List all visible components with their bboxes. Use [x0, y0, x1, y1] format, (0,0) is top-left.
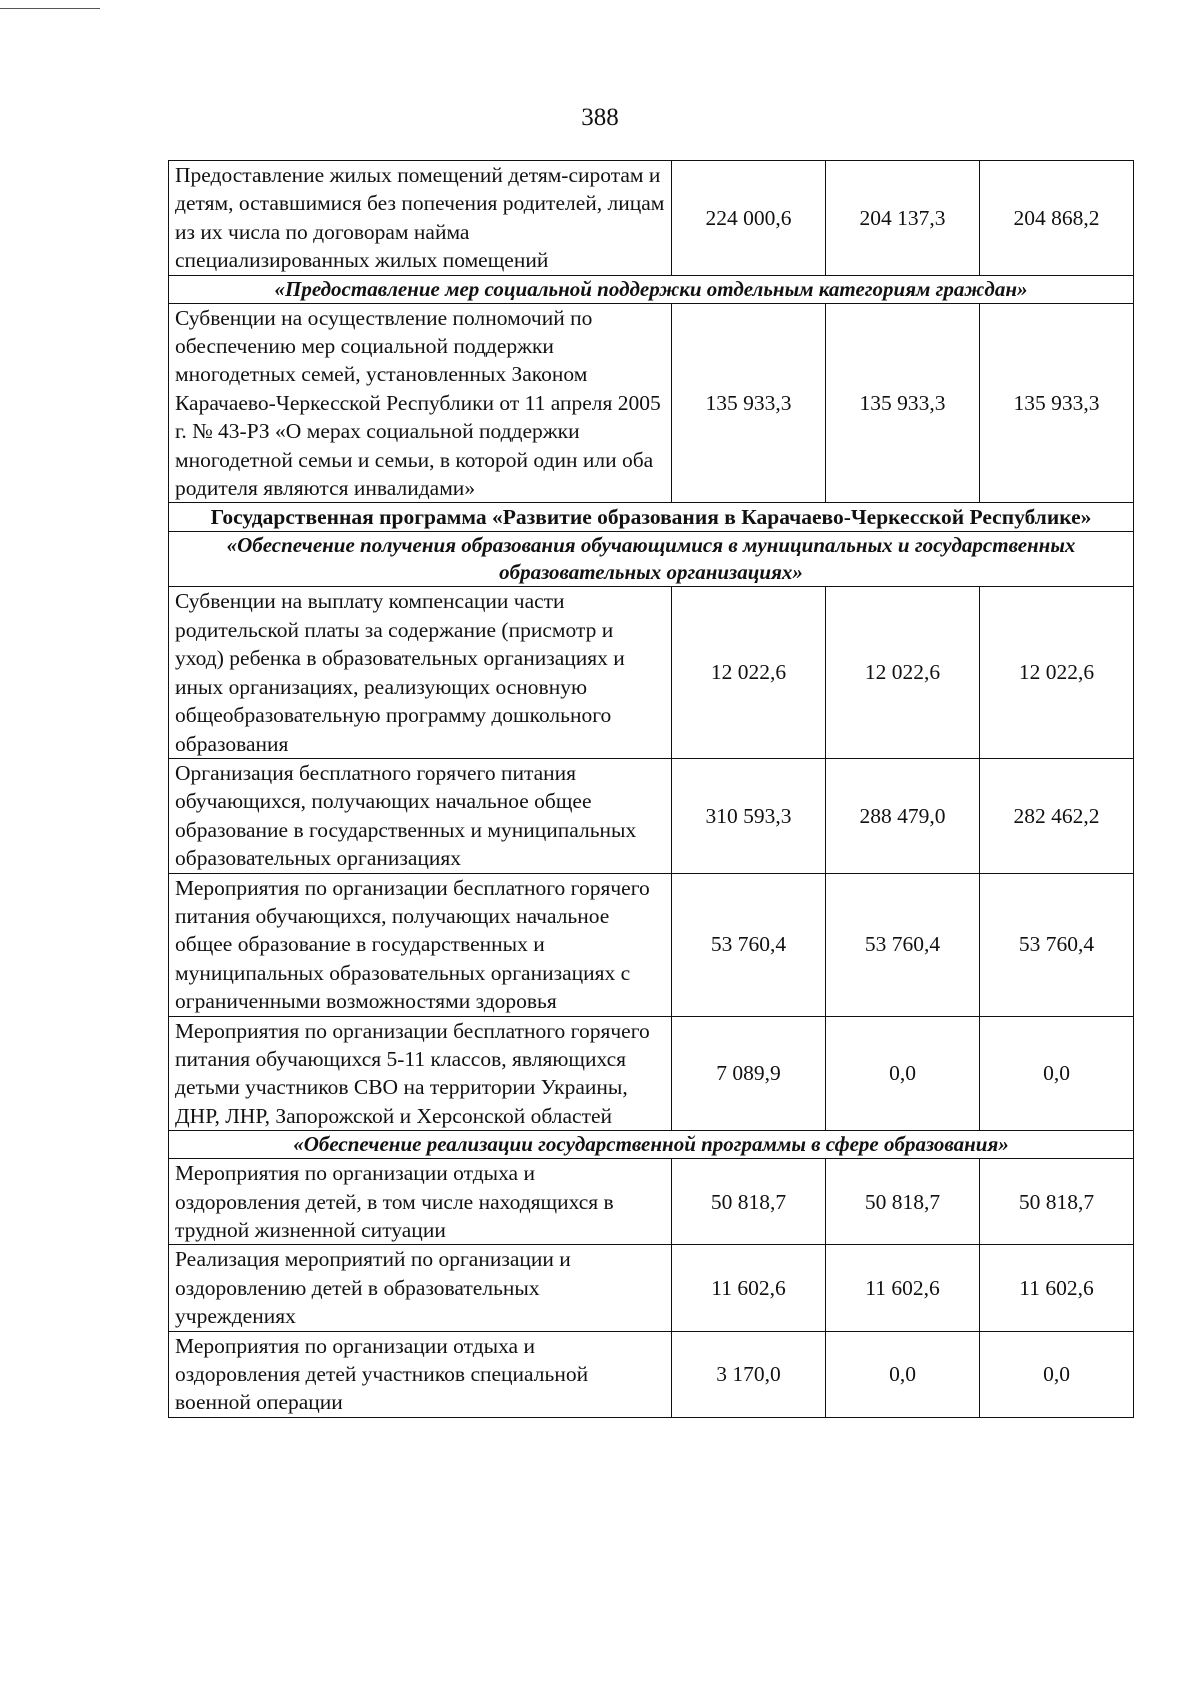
row-description: Субвенции на осуществление полномочий по обеспечению мер социальной поддержки многодетных семей, установленных Законом Карачаево-Черкесской Республики от 11 апреля 2005 г. № 43-РЗ «О мерах социальной поддержки многодетной семьи и семьи, в которой один или оба родителя являются инвалидами» [169, 303, 672, 503]
section-title: «Обеспечение реализации государственной программы в сфере образования» [169, 1131, 1134, 1159]
row-description: Организация бесплатного горячего питания обучающихся, получающих начальное общее образование в государственных и муниципальных образовательных организациях [169, 758, 672, 873]
row-value-year-1: 50 818,7 [672, 1159, 826, 1245]
row-description: Мероприятия по организации бесплатного горячего питания обучающихся 5-11 классов, являющихся детьми участников СВО на территории Украины, ДНР, ЛНР, Запорожской и Херсонской областей [169, 1016, 672, 1131]
row-value-year-1: 135 933,3 [672, 303, 826, 503]
row-value-year-3: 53 760,4 [980, 873, 1134, 1016]
table-row [169, 1159, 1134, 1245]
row-description: Мероприятия по организации бесплатного горячего питания обучающихся, получающих начальное общее образование в государственных и муниципальных образовательных организациях с ограниченными возможностями здоровья [169, 873, 672, 1016]
row-value-year-1: 53 760,4 [672, 873, 826, 1016]
program-title: Государственная программа «Развитие образования в Карачаево-Черкесской Республике» [169, 503, 1134, 532]
table-row [169, 1016, 1134, 1131]
table-row [169, 873, 1134, 1016]
budget-table [168, 160, 1134, 1418]
row-value-year-1: 3 170,0 [672, 1331, 826, 1417]
section-header-row [169, 1131, 1134, 1159]
corner-rule [0, 8, 100, 9]
section-title: «Предоставление мер социальной поддержки отдельным категориям граждан» [169, 275, 1134, 303]
page-number: 388 [581, 104, 619, 131]
row-value-year-2: 0,0 [826, 1331, 980, 1417]
row-value-year-3: 204 868,2 [980, 161, 1134, 276]
row-description: Мероприятия по организации отдыха и оздоровления детей участников специальной военной операции [169, 1331, 672, 1417]
row-value-year-1: 7 089,9 [672, 1016, 826, 1131]
row-value-year-3: 11 602,6 [980, 1245, 1134, 1331]
budget-table-body [169, 161, 1134, 1418]
row-value-year-2: 50 818,7 [826, 1159, 980, 1245]
row-value-year-3: 135 933,3 [980, 303, 1134, 503]
row-value-year-2: 135 933,3 [826, 303, 980, 503]
row-value-year-2: 0,0 [826, 1016, 980, 1131]
row-value-year-1: 310 593,3 [672, 758, 826, 873]
row-description: Мероприятия по организации отдыха и оздоровления детей, в том числе находящихся в трудной жизненной ситуации [169, 1159, 672, 1245]
table-row [169, 1245, 1134, 1331]
row-description: Субвенции на выплату компенсации части родительской платы за содержание (присмотр и уход) ребенка в образовательных организациях и иных организациях, реализующих основную общеобразовательную программу дошкольного образования [169, 587, 672, 758]
row-value-year-1: 224 000,6 [672, 161, 826, 276]
row-value-year-3: 50 818,7 [980, 1159, 1134, 1245]
row-value-year-2: 53 760,4 [826, 873, 980, 1016]
row-value-year-3: 282 462,2 [980, 758, 1134, 873]
row-value-year-3: 0,0 [980, 1016, 1134, 1131]
program-header-row [169, 503, 1134, 532]
row-value-year-3: 12 022,6 [980, 587, 1134, 758]
table-row [169, 303, 1134, 503]
row-description: Предоставление жилых помещений детям-сиротам и детям, оставшимися без попечения родителей, лицам из их числа по договорам найма специализированных жилых помещений [169, 161, 672, 276]
table-row [169, 758, 1134, 873]
row-value-year-2: 11 602,6 [826, 1245, 980, 1331]
row-value-year-3: 0,0 [980, 1331, 1134, 1417]
section-header-row [169, 532, 1134, 587]
row-value-year-2: 204 137,3 [826, 161, 980, 276]
table-row [169, 587, 1134, 758]
row-description: Реализация мероприятий по организации и оздоровлению детей в образовательных учреждениях [169, 1245, 672, 1331]
section-title: «Обеспечение получения образования обучающимися в муниципальных и государственных образовательных организациях» [169, 532, 1134, 587]
row-value-year-1: 12 022,6 [672, 587, 826, 758]
budget-table-container [168, 160, 1133, 1418]
row-value-year-1: 11 602,6 [672, 1245, 826, 1331]
section-header-row [169, 275, 1134, 303]
table-row [169, 161, 1134, 276]
row-value-year-2: 288 479,0 [826, 758, 980, 873]
row-value-year-2: 12 022,6 [826, 587, 980, 758]
table-row [169, 1331, 1134, 1417]
